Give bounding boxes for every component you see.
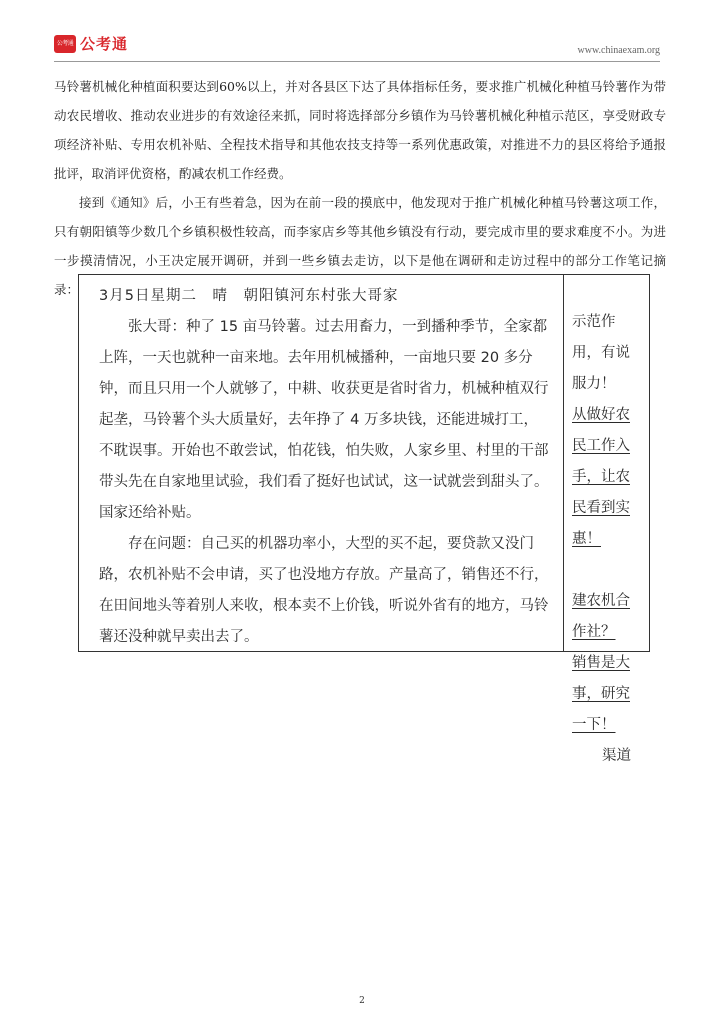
notes-heading: 3月5日星期二 晴 朝阳镇河东村张大哥家 bbox=[99, 288, 399, 304]
paragraph-2: 接到《通知》后，小王有些着急，因为在前一段的摸底中，他发现对于推广机械化种植马铃薯这项工作，只有朝阳镇等少数几个乡镇积极性较高，而李家店乡等其他乡镇没有行动，要完成市里的要求难度不小。为进一步摸清情况，小王决定展开调研，并到一些乡镇去走访，以下是他在调研和走访过程中的部分工作笔记摘录： bbox=[54, 195, 666, 297]
margin-note-3: 建农机合作社？ bbox=[572, 593, 630, 640]
margin-note-4: 销售是大事，研究一下！ bbox=[572, 655, 630, 733]
notes-margin-column bbox=[564, 275, 649, 764]
document-body bbox=[54, 72, 666, 304]
notes-paragraph-2: 存在问题：自己买的机器功率小，大型的买不起，要贷款又没门路，农机补贴不会申请，买了也没地方存放。产量高了，销售还不行，在田间地头等着别人来收，根本卖不上价钱，听说外省有的地方，马铃薯还没种就早卖出去了。 bbox=[99, 536, 549, 645]
page-header bbox=[54, 33, 660, 59]
logo-text: 公考通 bbox=[80, 35, 129, 53]
logo-badge-icon: 公考通 bbox=[54, 35, 76, 53]
logo[interactable] bbox=[54, 33, 128, 54]
margin-note-5: 渠道 bbox=[602, 748, 631, 764]
header-divider bbox=[54, 61, 660, 62]
site-url[interactable]: www.chinaexam.org bbox=[577, 45, 660, 56]
margin-note-1: 示范作用，有说服力！ bbox=[572, 314, 630, 392]
margin-note-2: 从做好农民工作入手，让农民看到实惠！ bbox=[572, 407, 630, 547]
page-number: 2 bbox=[359, 996, 365, 1006]
work-notes-box bbox=[78, 274, 650, 764]
paragraph-1: 马铃薯机械化种植面积要达到60%以上，并对各县区下达了具体指标任务，要求推广机械化种植马铃薯作为带动农民增收、推动农业进步的有效途径来抓，同时将选择部分乡镇作为马铃薯机械化种植示范区，享受财政专项经济补贴、专用农机补贴、全程技术指导和其他农技支持等一系列优惠政策，对推进不力的县区将给予通报批评，取消评优资格，酌减农机工作经费。 bbox=[54, 79, 666, 181]
notes-paragraph-1: 张大哥：种了 15 亩马铃薯。过去用畜力，一到播种季节，全家都上阵，一天也就种一亩来地。去年用机械播种，一亩地只要 20 多分钟，而且只用一个人就够了，中耕、收获更是省时省力，机械种植双行起垄，马铃薯个头大质量好，去年挣了 4 万多块钱，还能进城打工，不耽误事。开始也不敢尝试，怕花钱，怕失败，人家乡里、村里的干部带头先在自家地里试验，我们看了挺好也试试，这一试就尝到甜头了。国家还给补贴。 bbox=[99, 319, 549, 521]
notes-main-column bbox=[79, 275, 564, 651]
